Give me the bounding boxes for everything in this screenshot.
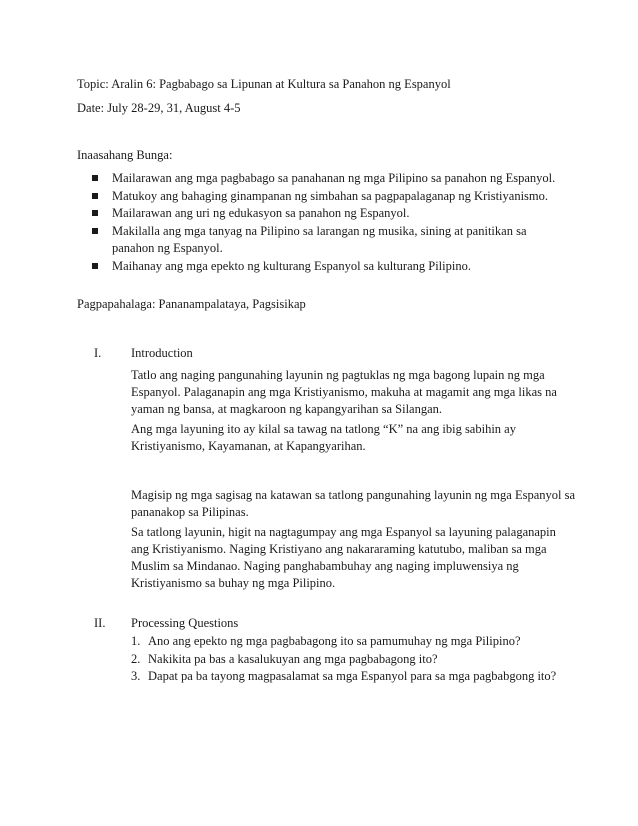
list-item: 3. Dapat pa ba tayong magpasalamat sa mga Espanyol para sa mga pagbabgong ito? — [131, 669, 557, 683]
section-numeral: II. — [94, 616, 106, 630]
list-item: 2. Nakikita pa bas a kasalukuyan ang mga pagbabagong ito? — [131, 651, 438, 666]
square-bullet-icon — [92, 175, 98, 181]
list-item: Maihanay ang mga epekto ng kulturang Espanyol sa kulturang Pilipino. — [92, 258, 562, 276]
section-title: Introduction — [131, 346, 193, 360]
square-bullet-icon — [92, 263, 98, 269]
square-bullet-icon — [92, 228, 98, 234]
section-title: Processing Questions — [131, 616, 239, 630]
intro-paragraph: Magisip ng mga sagisag na katawan sa tatlong pangunahing layunin ng mga Espanyol sa pananakop sa Pilipinas. — [131, 488, 576, 519]
list-item: Mailarawan ang uri ng edukasyon sa panahon ng Espanyol. — [92, 205, 562, 223]
date-line: Date: July 28-29, 31, August 4-5 — [77, 101, 241, 115]
list-item: Matukoy ang bahaging ginampanan ng simbahan sa pagpapalaganap ng Kristiyanismo. — [92, 188, 562, 206]
section-numeral: I. — [94, 346, 102, 360]
objectives-list — [92, 170, 562, 275]
pagpapahalaga-line: Pagpapahalaga: Pananampalataya, Pagsisikap — [77, 297, 306, 311]
questions-list — [131, 633, 601, 686]
list-item: Makilalla ang mga tanyag na Pilipino sa larangan ng musika, sining at panitikan sa panahon ng Espanyol. — [92, 223, 562, 258]
square-bullet-icon — [92, 210, 98, 216]
intro-paragraph: Tatlo ang naging pangunahing layunin ng pagtuklas ng mga bagong lupain ng mga Espanyol. Palaganapin ang mga Kristiyanismo, makuha at magamit ang mga likas na yaman ng bansa, at magkaroon ng kapangyarihan sa Silangan. — [131, 368, 557, 416]
square-bullet-icon — [92, 193, 98, 199]
inaasahang-heading: Inaasahang Bunga: — [77, 148, 173, 162]
list-item: 1. Ano ang epekto ng mga pagbabagong ito sa pamumuhay ng mga Pilipino? — [131, 634, 521, 648]
list-item: Mailarawan ang mga pagbabago sa panahanan ng mga Pilipino sa panahon ng Espanyol. — [92, 170, 562, 188]
intro-paragraph: Ang mga layuning ito ay kilal sa tawag na tatlong “K” na ang ibig sabihin ay Kristiyanismo, Kayamanan, at Kapangyarihan. — [131, 422, 516, 453]
intro-paragraph: Sa tatlong layunin, higit na nagtagumpay ang mga Espanyol sa layuning palaganapin ang Kristiyanismo. Naging Kristiyano ang nakararaming katutubo, maliban sa mga Muslim sa Mindanao. Naging panghabambuhay ang naging impluwensiya ng Kristiyanismo sa buhay ng mga Pilipino. — [131, 525, 556, 590]
topic-line: Topic: Aralin 6: Pagbabago sa Lipunan at Kultura sa Panahon ng Espanyol — [77, 77, 451, 91]
